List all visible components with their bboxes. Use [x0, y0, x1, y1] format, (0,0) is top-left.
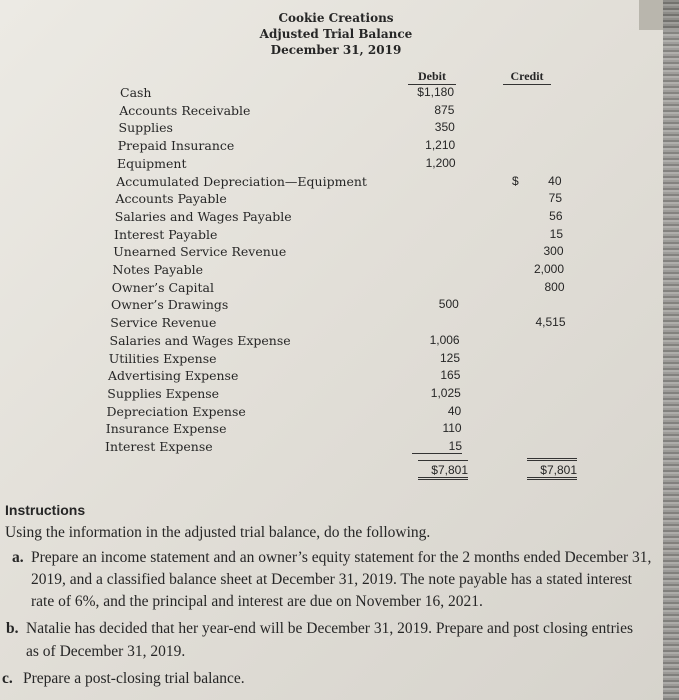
statement-title: Adjusted Trial Balance — [259, 27, 413, 41]
account-name: Prepaid Insurance — [117, 138, 235, 154]
debit-amount: 875 — [434, 102, 455, 117]
account-name: Supplies Expense — [107, 385, 220, 401]
account-name: Supplies — [118, 120, 173, 136]
credit-amount: 2,000 — [533, 262, 564, 276]
item-b-line-1: Natalie has decided that her year-end will be December 31, 2019. Prepare and post closing entries — [26, 620, 633, 637]
item-b-line-2: as of December 31, 2019. — [26, 643, 186, 660]
account-name: Utilities Expense — [108, 350, 217, 366]
account-name: Depreciation Expense — [106, 403, 246, 419]
debit-amount: 110 — [442, 421, 462, 436]
credit-amount: 800 — [544, 279, 565, 294]
account-name: Service Revenue — [110, 315, 217, 331]
debit-amount: 500 — [438, 297, 459, 312]
account-name: Accounts Receivable — [119, 102, 251, 118]
credit-amount: 4,515 — [535, 315, 566, 330]
item-a-line-1: Prepare an income statement and an owner’s equity statement for the 2 months ended December 31, — [31, 549, 652, 566]
item-c-line-1: Prepare a post-closing trial balance. — [23, 670, 245, 687]
account-name: Interest Expense — [105, 439, 213, 454]
credit-subtotal-rule — [527, 458, 577, 459]
item-c-letter: c. — [2, 670, 13, 687]
account-name: Salaries and Wages Payable — [114, 208, 292, 224]
account-name: Owner’s Drawings — [111, 297, 229, 313]
debit-amount: 350 — [434, 120, 455, 135]
account-name: Insurance Expense — [105, 421, 227, 437]
credit-amount: 56 — [549, 208, 563, 223]
account-name: Equipment — [117, 155, 187, 171]
credit-amount: 15 — [549, 226, 563, 241]
account-name: Accumulated Depreciation—Equipment — [116, 173, 367, 189]
debit-amount: 125 — [439, 350, 460, 365]
account-name: Cash — [120, 85, 152, 100]
debit-amount: 1,210 — [425, 138, 456, 153]
account-name: Owner’s Capital — [111, 279, 214, 295]
item-a-letter: a. — [12, 549, 24, 566]
instructions-heading: Instructions — [5, 502, 86, 518]
account-name: Notes Payable — [112, 262, 203, 277]
debit-amount: 1,200 — [425, 155, 456, 170]
credit-total: $7,801 — [527, 460, 577, 480]
debit-column-header: Debit — [408, 69, 456, 85]
debit-total: $7,801 — [418, 460, 468, 480]
credit-amount: 300 — [543, 244, 564, 259]
account-name: Interest Payable — [114, 226, 218, 242]
item-a-line-3: rate of 6%, and the principal and interest are due on November 16, 2021. — [31, 593, 483, 610]
item-a-line-2: 2019, and a classified balance sheet at December 31, 2019. The note payable has a stated interest — [31, 571, 632, 588]
debit-amount: 15 — [412, 439, 462, 454]
debit-amount: 1,025 — [430, 385, 461, 400]
debit-amount: 40 — [447, 403, 462, 418]
credit-amount: 75 — [548, 191, 562, 206]
page-edge-shadow — [663, 0, 679, 700]
debit-amount: 165 — [440, 368, 461, 383]
credit-amount: 40 — [548, 173, 562, 188]
debit-amount: $1,180 — [417, 85, 454, 99]
company-name: Cookie Creations — [278, 11, 394, 25]
debit-amount: 1,006 — [429, 332, 460, 347]
credit-dollar-sign: $ — [512, 173, 519, 188]
account-name: Unearned Service Revenue — [113, 244, 287, 260]
credit-column-header: Credit — [503, 69, 551, 85]
account-name: Accounts Payable — [115, 191, 227, 207]
account-name: Salaries and Wages Expense — [109, 332, 291, 348]
statement-date: December 31, 2019 — [270, 43, 402, 57]
account-name: Advertising Expense — [108, 368, 239, 384]
instructions-intro: Using the information in the adjusted trial balance, do the following. — [5, 524, 431, 541]
item-b-letter: b. — [6, 620, 19, 637]
